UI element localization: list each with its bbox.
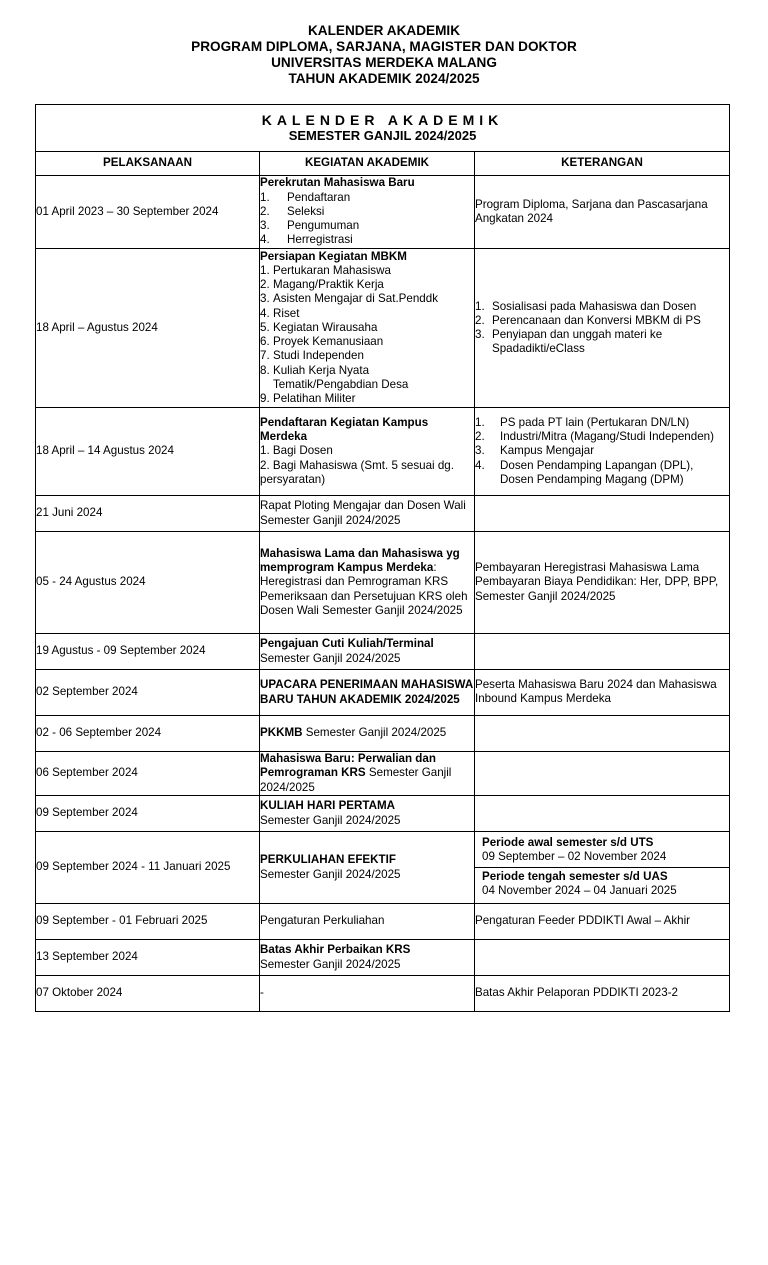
list-item: 7. Studi Independen xyxy=(260,349,364,363)
table-row xyxy=(36,976,730,1012)
period-2 xyxy=(475,868,729,901)
activity-line: 2. Bagi Mahasiswa (Smt. 5 sesuai dg. persyaratan) xyxy=(260,458,454,486)
period-1 xyxy=(475,834,729,868)
activity-line: Semester Ganjil 2024/2025 xyxy=(260,813,401,827)
row-date: 05 - 24 Agustus 2024 xyxy=(36,532,260,634)
note-line: Pembayaran Biaya Pendidikan: Her, DPP, BPP, Semester Ganjil 2024/2025 xyxy=(475,575,719,603)
activity-line: Semester Ganjil 2024/2025 xyxy=(260,957,401,971)
document-header xyxy=(0,23,768,87)
row-activity xyxy=(260,796,475,832)
list-item: 1. PS pada PT lain (Pertukaran DN/LN) xyxy=(475,415,690,429)
list-item: 4. Dosen Pendamping Lapangan (DPL), Dosen Pendamping Magang (DPM) xyxy=(475,458,694,486)
table-row xyxy=(36,716,730,752)
list-item: 2. Industri/Mitra (Magang/Studi Independen) xyxy=(475,430,714,444)
activity-line: 1. Bagi Dosen xyxy=(260,444,333,458)
table-row xyxy=(36,670,730,716)
row-note xyxy=(475,716,730,752)
row-note: Peserta Mahasiswa Baru 2024 dan Mahasiswa Inbound Kampus Merdeka xyxy=(475,670,730,716)
row-date: 09 September 2024 xyxy=(36,796,260,832)
header-line-2: PROGRAM DIPLOMA, SARJANA, MAGISTER DAN DOKTOR xyxy=(191,39,577,54)
table-title-cell xyxy=(36,105,730,152)
list-item: 1. Sosialisasi pada Mahasiswa dan Dosen xyxy=(475,299,697,313)
academic-calendar-table xyxy=(35,104,730,1012)
row-note: Program Diploma, Sarjana dan Pascasarjana Angkatan 2024 xyxy=(475,176,730,249)
row-note xyxy=(475,532,730,634)
list-item: 3. Pengumuman xyxy=(260,219,360,233)
row-note xyxy=(475,752,730,796)
table-row xyxy=(36,904,730,940)
table-subtitle: SEMESTER GANJIL 2024/2025 xyxy=(288,128,477,143)
activity-line: Semester Ganjil 2024/2025 xyxy=(260,867,401,881)
column-header-kegiatan: KEGIATAN AKADEMIK xyxy=(260,152,475,176)
row-activity: - xyxy=(260,976,475,1012)
activity-title: PERKULIAHAN EFEKTIF xyxy=(260,853,396,867)
table-row xyxy=(36,796,730,832)
list-item: 2. Magang/Praktik Kerja xyxy=(260,278,384,292)
row-date: 19 Agustus - 09 September 2024 xyxy=(36,634,260,670)
list-item: 8. Kuliah Kerja Nyata Tematik/Pengabdian Desa xyxy=(260,363,409,391)
row-date: 02 - 06 September 2024 xyxy=(36,716,260,752)
row-note xyxy=(475,496,730,532)
list-item: 5. Kegiatan Wirausaha xyxy=(260,320,378,334)
list-item: 3. Asisten Mengajar di Sat.Penddk xyxy=(260,292,438,306)
table-row xyxy=(36,832,730,904)
row-activity: Rapat Ploting Mengajar dan Dosen Wali Semester Ganjil 2024/2025 xyxy=(260,496,475,532)
row-date: 18 April – Agustus 2024 xyxy=(36,249,260,408)
activity-title: KULIAH HARI PERTAMA xyxy=(260,799,396,813)
column-header-row xyxy=(36,152,730,176)
row-date: 13 September 2024 xyxy=(36,940,260,976)
note-line: Pembayaran Heregistrasi Mahasiswa Lama xyxy=(475,561,700,575)
row-date: 01 April 2023 – 30 September 2024 xyxy=(36,176,260,249)
list-item: 9. Pelatihan Militer xyxy=(260,391,356,405)
row-activity: Pengaturan Perkuliahan xyxy=(260,904,475,940)
list-item: 4. Riset xyxy=(260,306,300,320)
table-row xyxy=(36,532,730,634)
header-line-3: UNIVERSITAS MERDEKA MALANG xyxy=(271,55,497,70)
activity-extra: Pemeriksaan dan Persetujuan KRS oleh Dosen Wali Semester Ganjil 2024/2025 xyxy=(260,589,468,617)
table-row xyxy=(36,176,730,249)
list-item: 2. Perencanaan dan Konversi MBKM di PS xyxy=(475,313,701,327)
row-date: 21 Juni 2024 xyxy=(36,496,260,532)
table-row xyxy=(36,496,730,532)
row-date: 07 Oktober 2024 xyxy=(36,976,260,1012)
table-title: KALENDER AKADEMIK xyxy=(261,112,504,128)
row-note xyxy=(475,249,730,408)
header-line-4: TAHUN AKADEMIK 2024/2025 xyxy=(288,71,480,86)
row-activity xyxy=(260,532,475,634)
list-item: 6. Proyek Kemanusiaan xyxy=(260,335,384,349)
activity-title: Perekrutan Mahasiswa Baru xyxy=(260,176,415,190)
activity-text: Mahasiswa Lama dan Mahasiswa yg memprogram Kampus Merdeka: Heregistrasi dan Pemrograman KRS xyxy=(260,546,460,589)
row-note: Pengaturan Feeder PDDIKTI Awal – Akhir xyxy=(475,904,730,940)
header-line-1: KALENDER AKADEMIK xyxy=(307,23,461,38)
period-1-title: Periode awal semester s/d UTS xyxy=(482,835,654,849)
row-date: 09 September - 01 Februari 2025 xyxy=(36,904,260,940)
column-header-keterangan: KETERANGAN xyxy=(475,152,730,176)
period-2-title: Periode tengah semester s/d UAS xyxy=(482,870,668,883)
row-activity xyxy=(260,832,475,904)
list-item: 4. Herregistrasi xyxy=(260,233,353,247)
activity-line: Semester Ganjil 2024/2025 xyxy=(260,651,401,665)
row-activity xyxy=(260,940,475,976)
table-row xyxy=(36,634,730,670)
row-activity xyxy=(260,634,475,670)
row-note xyxy=(475,832,730,904)
row-note xyxy=(475,408,730,496)
row-activity xyxy=(260,249,475,408)
activity-title: Pendaftaran Kegiatan Kampus Merdeka xyxy=(260,415,429,444)
period-1-dates: 09 September – 02 November 2024 xyxy=(482,849,667,863)
table-row xyxy=(36,940,730,976)
row-date: 06 September 2024 xyxy=(36,752,260,796)
row-activity xyxy=(260,670,475,716)
list-item: 2. Seleksi xyxy=(260,204,325,218)
list-item: 3. Kampus Mengajar xyxy=(475,444,595,458)
table-title-row xyxy=(36,105,730,152)
table-row xyxy=(36,408,730,496)
row-date: 18 April – 14 Agustus 2024 xyxy=(36,408,260,496)
row-activity xyxy=(260,176,475,249)
column-header-pelaksanaan: PELAKSANAAN xyxy=(36,152,260,176)
row-note: Batas Akhir Pelaporan PDDIKTI 2023-2 xyxy=(475,976,730,1012)
period-2-dates: 04 November 2024 – 04 Januari 2025 xyxy=(482,884,677,898)
row-date: 02 September 2024 xyxy=(36,670,260,716)
row-activity xyxy=(260,408,475,496)
table-row xyxy=(36,249,730,408)
row-date: 09 September 2024 - 11 Januari 2025 xyxy=(36,832,260,904)
row-note xyxy=(475,634,730,670)
row-activity: PKKMB Semester Ganjil 2024/2025 xyxy=(260,716,475,752)
table-row xyxy=(36,752,730,796)
list-item: 3. Penyiapan dan unggah materi ke Spadadikti/eClass xyxy=(475,328,663,356)
list-item: 1. Pertukaran Mahasiswa xyxy=(260,264,391,278)
list-item: 1. Pendaftaran xyxy=(260,190,351,204)
row-note xyxy=(475,796,730,832)
activity-title: Persiapan Kegiatan MBKM xyxy=(260,249,407,263)
row-activity: Mahasiswa Baru: Perwalian dan Pemrograman KRS Semester Ganjil 2024/2025 xyxy=(260,752,475,796)
activity-title: UPACARA PENERIMAAN MAHASISWA BARU TAHUN AKADEMIK 2024/2025 xyxy=(260,678,473,706)
row-note xyxy=(475,940,730,976)
activity-title: Batas Akhir Perbaikan KRS xyxy=(260,943,411,957)
activity-title: Pengajuan Cuti Kuliah/Terminal xyxy=(260,637,434,651)
